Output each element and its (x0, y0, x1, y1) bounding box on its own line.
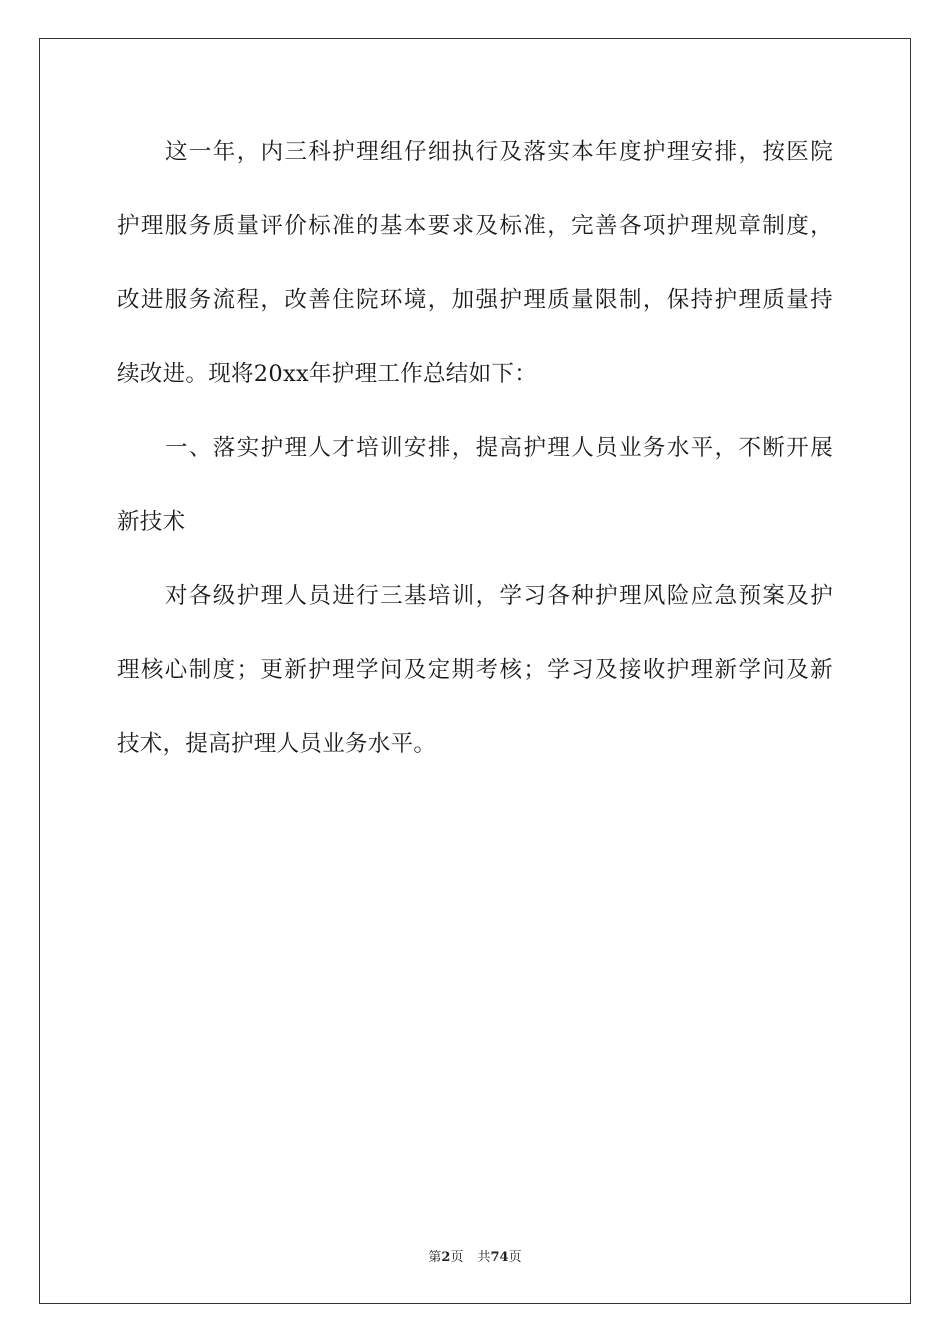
page-prefix: 第 (428, 1250, 442, 1265)
page-number: 2 (441, 1250, 451, 1265)
section-heading-line-2: 新技术 (117, 509, 186, 535)
paragraph-1-line-2: 护理服务质量评价标准的基本要求及标准，完善各项护理规章制度， (117, 213, 833, 239)
total-prefix: 共 (477, 1250, 491, 1265)
document-body (117, 126, 833, 792)
page-footer (0, 1246, 950, 1265)
paragraph-2-line-2: 理核心制度；更新护理学问及定期考核；学习及接收护理新学问及新 (117, 657, 833, 683)
paragraph-1-line-1: 这一年，内三科护理组仔细执行及落实本年度护理安排，按医院 (165, 139, 833, 165)
paragraph-1-line-3: 改进服务流程，改善住院环境，加强护理质量限制，保持护理质量持 (117, 287, 833, 313)
section-heading-line-1: 一、落实护理人才培训安排，提高护理人员业务水平，不断开展 (165, 435, 833, 461)
paragraph-2-line-1: 对各级护理人员进行三基培训，学习各种护理风险应急预案及护 (165, 583, 833, 609)
paragraph-1-line-4: 续改进。现将20xx年护理工作总结如下： (117, 361, 538, 387)
total-suffix: 页 (508, 1250, 522, 1265)
paragraph-2-line-3: 技术，提高护理人员业务水平。 (117, 731, 437, 757)
total-pages: 74 (490, 1250, 509, 1265)
page-suffix: 页 (450, 1250, 464, 1265)
